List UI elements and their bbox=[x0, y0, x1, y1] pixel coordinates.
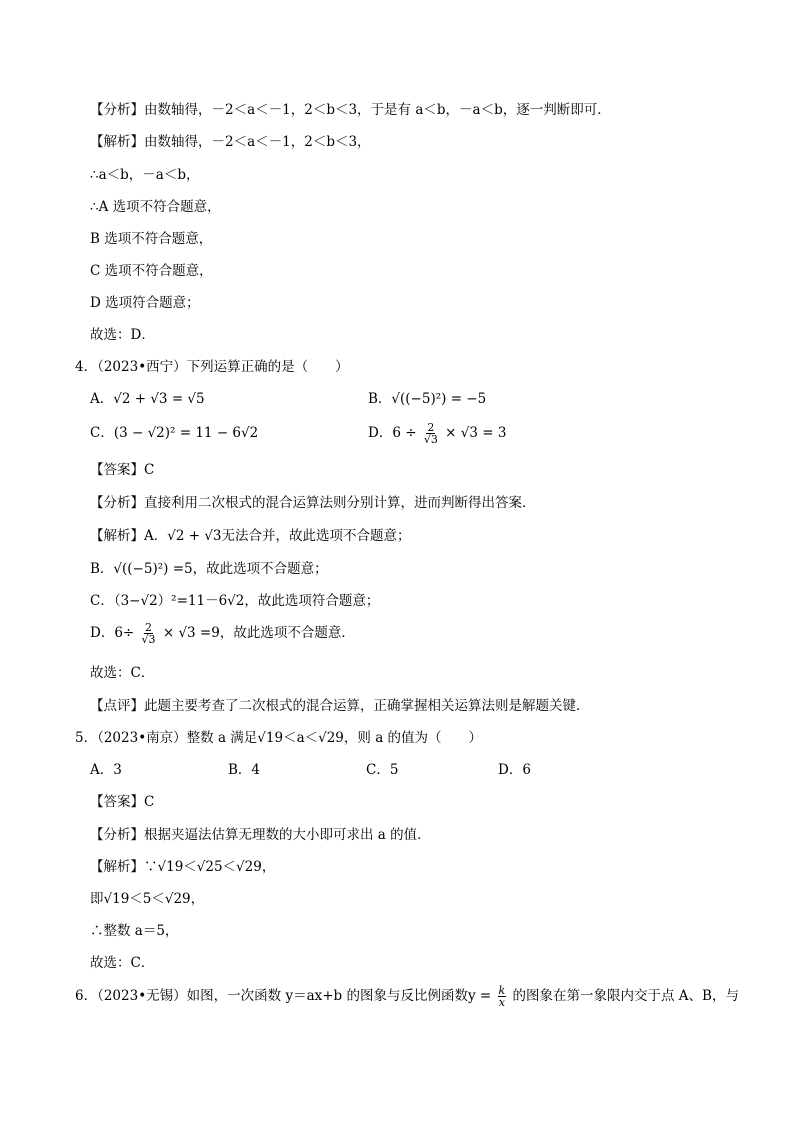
q4-option-c: C．(3 − √2)² = 11 − 6√2 bbox=[90, 425, 259, 441]
solution-line: B 选项不符合题意， bbox=[90, 231, 213, 247]
q5-solution-line: 【解析】∵√19＜√25＜√29， bbox=[90, 859, 276, 875]
fraction-numerator: k bbox=[498, 984, 506, 997]
q4-solution-line: C．（3−√2）²=11－6√2，故此选项符合题意； bbox=[90, 593, 380, 609]
q4-option-d-pre: D．6 ÷ bbox=[368, 425, 417, 441]
q5-option-c: C．5 bbox=[366, 762, 399, 778]
solution-line: ∴A 选项不符合题意， bbox=[90, 199, 221, 215]
q6-stem-pre: 6．（2023•无锡）如图，一次函数 y＝ax+b 的图象与反比例函数y = bbox=[75, 988, 492, 1004]
q4-solution-line: 【解析】A．√2 + √3无法合并，故此选项不合题意； bbox=[90, 528, 411, 544]
analysis-line: 【分析】由数轴得，－2＜a＜－1，2＜b＜3，于是有 a＜b，－a＜b，逐一判断即可． bbox=[90, 102, 611, 118]
q4-sol-d-pre: D．6÷ bbox=[90, 625, 135, 641]
q5-answer: 【答案】C bbox=[90, 794, 155, 810]
q4-comment: 【点评】此题主要考查了二次根式的混合运算，正确掌握相关运算法则是解题关键． bbox=[90, 698, 590, 714]
fraction-numerator: 2 bbox=[427, 421, 435, 434]
q5-analysis: 【分析】根据夹逼法估算无理数的大小即可求出 a 的值． bbox=[90, 827, 431, 843]
q5-option-b: B．4 bbox=[228, 762, 261, 778]
q4-option-d-fraction bbox=[423, 422, 439, 445]
q4-sol-d-fraction bbox=[141, 622, 157, 645]
q5-choice: 故选：C． bbox=[90, 955, 155, 971]
q4-option-d-post: × √3 = 3 bbox=[445, 425, 507, 441]
q4-option-d bbox=[368, 418, 506, 448]
fraction-denominator: x bbox=[498, 996, 505, 1009]
q4-solution-line-d bbox=[90, 618, 355, 648]
q4-choice: 故选：C． bbox=[90, 665, 155, 681]
fraction-denominator: √3 bbox=[423, 433, 438, 446]
solution-line: C 选项不符合题意， bbox=[90, 263, 213, 279]
fraction-numerator: 2 bbox=[145, 621, 153, 634]
solution-line: D 选项符合题意； bbox=[90, 295, 200, 311]
solution-line: ∴a＜b，－a＜b， bbox=[90, 167, 200, 183]
q4-option-b: B．√((−5)²) = −5 bbox=[368, 391, 487, 407]
q6-stem-post: 的图象在第一象限内交于点 A、B，与 bbox=[512, 988, 739, 1004]
question-6-stem bbox=[75, 981, 739, 1011]
q5-option-a: A．3 bbox=[90, 762, 122, 778]
q5-solution-line: ∴整数 a＝5， bbox=[90, 923, 179, 939]
q4-solution-line: B．√((−5)²) =5，故此选项不合题意； bbox=[90, 561, 328, 577]
q5-option-d: D．6 bbox=[498, 762, 531, 778]
q4-answer: 【答案】C bbox=[90, 462, 155, 478]
q4-option-a: A．√2 + √3 = √5 bbox=[90, 391, 205, 407]
q6-fraction bbox=[498, 985, 507, 1008]
choice-line: 故选：D． bbox=[90, 327, 155, 343]
question-5-stem: 5．（2023•南京）整数 a 满足√19＜a＜√29，则 a 的值为（ ） bbox=[75, 730, 483, 746]
q5-solution-line: 即√19＜5＜√29， bbox=[90, 891, 205, 907]
solution-line: 【解析】由数轴得，－2＜a＜－1，2＜b＜3， bbox=[90, 134, 371, 150]
fraction-denominator: √3 bbox=[141, 633, 156, 646]
q4-analysis: 【分析】直接利用二次根式的混合运算法则分别计算，进而判断得出答案． bbox=[90, 495, 536, 511]
question-4-stem: 4．（2023•西宁）下列运算正确的是（ ） bbox=[75, 359, 349, 375]
q4-sol-d-post: × √3 =9，故此选项不合题意． bbox=[162, 625, 355, 641]
